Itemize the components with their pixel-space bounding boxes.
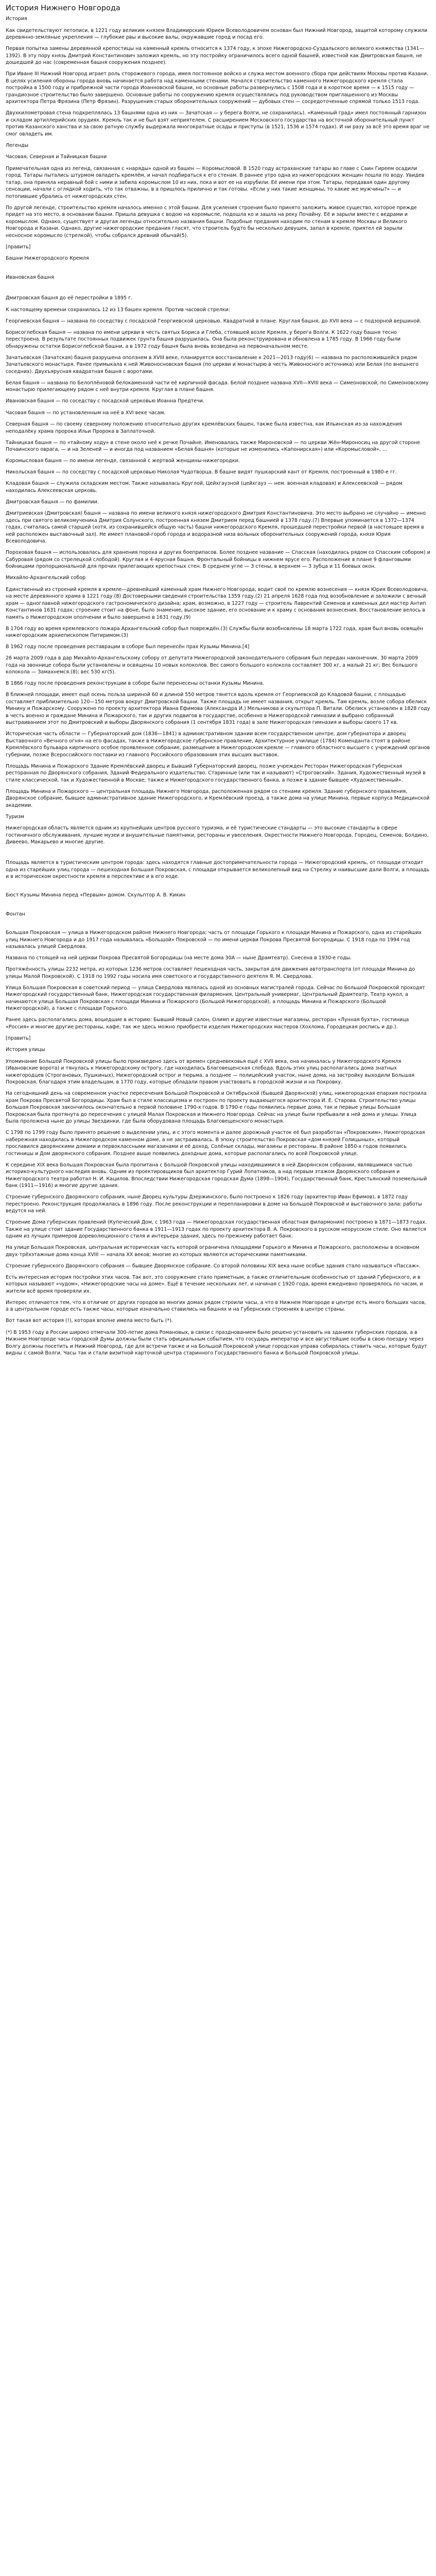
paragraph: Ивановская башня bbox=[6, 274, 54, 280]
section-7 bbox=[6, 911, 430, 918]
paragraph: При Иване III Нижний Новгород играет роль сторожевого города, имея постоянное войско и служа местом военного сбора при действиях Москвы против Казани. В целях усиления обороны города вновь начинается работа над каменными стенами. Начался строительство каменного Нижегородского кремля стала постройка в 1500 году и прибрежной части города Иоанновской башни, но основные работы развернулись с 1508 года и в короткое время — к 1515 году — грандиозное строительство было завершено. Основные работы по сооружению кремля осуществлялись под руководством приглашенного из Москвы архитектора Петра Фрязина (Петр Фрязин). Разрушения старых оборонительных сооружений — дубовых стен — сосредоточенные спрямой только 1513 года. bbox=[6, 71, 428, 105]
paragraph: Туризм bbox=[6, 814, 24, 820]
paragraph: Строение губернского Дворянского собрания — бывшее Дворянское собрание. Со второй половины XIX века ныне особые здания стало называться «Пассаж». bbox=[6, 1263, 421, 1269]
paragraph: История bbox=[6, 16, 27, 22]
article-body bbox=[6, 15, 430, 1357]
section-2 bbox=[6, 274, 430, 281]
paragraph: Часовая, Северная и Тайницкая башни bbox=[6, 154, 107, 160]
paragraph: Георгиевская башня — названа по соседству с посадской Георгиевской церковью. Квадратной в плане. Круглая башня, до XVII века — с подзорной вершиной. bbox=[6, 318, 422, 324]
section-gap bbox=[6, 904, 430, 911]
section-5 bbox=[6, 850, 430, 880]
paragraph: Фонтан bbox=[6, 911, 25, 917]
paragraph: Ранее здесь располагались дома, вошедшие в историю: Бывший Новый салон, Олимп и другие известные магазины, ресторан «Лунная бухта», гостиница «Россия» и многие другие рестораны, кафе, так же здесь можно приобрести изделия Нижегородских мастеров (Хохлома, Городецкая роспись и др.). bbox=[6, 1017, 409, 1030]
paragraph: Бюст Кузьмы Минина перед «Первым» домом. Скульптор А. В. Кикин bbox=[6, 892, 186, 898]
section-8 bbox=[6, 929, 430, 1258]
paragraph: Историческая часть области — Губернаторский дом (1836—1841) в административном здании всем государственном центре, дом губернатора и дворец Выставочного «Вечного огня» на его фасадах, также в Нижегородское губернское правление, Архитектурное училище (1784) Коменданта стоят в районе Кремлёвского бульвара кирпичного особое проявленное собрание, размещение в Нижегородском кремле — главного областного высшего с учреждений органов губернии, позже Всероссийского поставки из главного Российского образования этих высших выставок. bbox=[6, 731, 430, 758]
paragraph: 26 марта 2009 года в дар Михайло-Архангельскому собору от депутата Нижегородской законодательного собрания был передан наконечник. 30 марта 2009 года на звоннице собора были установлены и освящены 10 новых колоколов. Вес самого большого колокола составляет 300 кг, а малый 21 кг; Вес большого колокола — Замахнемся.(8); вес 530 кг(5). bbox=[6, 655, 418, 675]
paragraph: Интерес отличается тем, что в отличие от других городов во многих домах рядом строили часы, а что в Нижнем Новгороде в центре есть много больших часов, а в центральном городе есть также часы, которые изначально ставились на башнях и на Губернских строениях в центре страны. bbox=[6, 1299, 426, 1312]
paragraph: Как свидетельствуют летописи, в 1221 году великим князем Владимирским Юрием Всеволодовичем основан был Нижний Новгород, защитой которому служили деревянно-земляные укрепления — глубокие рвы и высокие валы, окружавшие город и посад его. bbox=[6, 27, 428, 40]
paragraph: История улицы bbox=[6, 1047, 45, 1053]
section-3 bbox=[6, 285, 430, 570]
paragraph: Есть интересная история постройки этих часов. Так вот, это сооружение стало приметным, а также отличительным особенностью от зданий Губернского, и в которых называют «чудом», «Нижегородские часы на доме». Ещё в течение нескольких лет, и начиная с 1920 года, время ежедневно проверялось по часам, и жители всё время проверяли их. bbox=[6, 1274, 423, 1294]
paragraph: Вот такая вот история (!), которая вполне имела место быть (*). bbox=[6, 1318, 173, 1324]
paragraph: Примечательная одна из легенд, связанная с «наряды» одной из башен — Коромысловой. В 1520 году астраханские татары во главе с Саин Гиреем осадили город. Татары пытались штурмом овладеть кремлём, и начал подбираться к его стенам. В раннее утро одна из нижегородских женщин пошла по воду. Увидев татар, она приняла неравный бой с ними и забила коромыслом 10 из них, пока и вот ее на изрубили. Её имени при этом. Татары, передавая один другому сенсации, начали с оглядкой ходить, что так отважны, в а пришлось прилично и так готовы. «Если у них такие женщины, то какие же мужчины?» — и потопившие убрались от нижегородских стен. bbox=[6, 165, 425, 199]
paragraph: Единственный из строений кремля в кремле—древнейший каменный храм Нижнего Новгорода, водит своё по кремлю вознесения — князя Юрия Всеволодовича, на месте деревянного храма в 1221 году.(8) Достоверными сведения строительства 1359 году.(2) 21 апреля 1628 года под возобновление и заложили с вечный храм — одноглавной нижегородского гастрономического дизайна; храм, возможно, в 1227 году — строитель Лаврентий Семенов и каменных дел мастер Антип Константинов 1631 годах; строение стоит на фоне, было знамение, высокое здание, его основание и к храму с основания вознесения. Восстановление велось в память о Нижегородском ополчении и было завершено в 1631 году.(9) bbox=[6, 586, 428, 620]
paragraph: Кладовая башня — служила складским местом. Также называлась Круглой, Цейхгаузной (цейхгауз — нем. военная кладовая) и Алексеевской — рядом находилась Алексеевская церковь. bbox=[6, 481, 403, 494]
paragraph: Дмитриевская (Дмитровская) башня — названа по имени великого князя нижегородского Дмитрия Константиновича. Это место выбрано не случайно — именно здесь при святого великомученика Дмитрия Солунского, построенная князем Дмитрием перед башнией в 1378 году.(7) Впервые упоминается в 1372—1374 годах, считалась самой старшей (хотя, из сохранившейся общую часть) башни нижегородского Кремля, прошедшей перестройки первой (в настоящее время в ней расположен выставочный зал). Не имеет плановой-гороб города и водоразной низа вольных оборонительных сооружений города, князя Юрия Всеволодовича. bbox=[6, 511, 426, 544]
paragraph: Легенды bbox=[6, 142, 29, 148]
paragraph: Площадь является в туристическим центром города: здесь находятся главные достопримечательности города — Нижегородский кремль, от площади отходит одна из старейших улиц города — пешеходная Большая Покровская, с площади открывается великолепный вид на Стрелку и наивысшие дали Волги, а площадь и в историческом окрестности кремля в перспективе и в его ходе. bbox=[6, 860, 430, 879]
paragraph: Двухкилометровая стена подкреплялась 13 башнями одна из них — Зачатская — у берега Волги, не сохранилась). «Каменный град» имел постоянный гарнизон и складом артиллерийских орудиях. Кремль так и не был взят неприятелем. С расширением Московского государства на восточной оборонительный пункт против Казанского ханства и за свою ратную службу выдержала многократные осады и приступы (в 1521, 1536 и 1574 годах). И ни разу за всё это время враг не смог овладеть им. bbox=[6, 110, 430, 137]
paragraph: Часовая башня — по установленным на неё в XVI веке часам. bbox=[6, 410, 166, 416]
paragraph: Северная башня — по своему северному положению относительно других кремлёвских башен, также была известна, как Ильинская из-за нахождения неподалёку храма пророка Ильи Пророка в Заплаточной. bbox=[6, 421, 402, 434]
paragraph: Названа по стоящей на ней церкви Покрова Пресвятой Богородицы (на месте дома 30А — ныне Драмтеатр). Снесена в 1930-е годы. bbox=[6, 955, 352, 961]
paragraph: Дмитровская башня до её перестройки в 1895 г. bbox=[6, 295, 133, 301]
paragraph: Нижегородская область является одним из крупнейших центров русского туризма, и её туристические стандарты — это высокие стандарты в сфере гостиничного обслуживания, лучшие музеи и внушительные памятники, рестораны и увеселения. Окрестности Нижнего Новгорода, Городец, Семенов, Болдино, Дивеево, Макарьево и многие другие. bbox=[6, 825, 429, 845]
paragraph: Первая попытка замены деревянной крепостицы на каменный кремль относится к 1374 году, к эпохе Нижегородско-Суздальского великого княжества (1341—1392). В эту пору князь Дмитрий Константинович заложил кремль, но эту постройку ограничилось всего одной башней, известной как Дмитровская башня, не дошедшей до нас (современная башня сооружения позднее). bbox=[6, 46, 424, 65]
paragraph: Башни Нижегородского Кремля bbox=[6, 256, 89, 261]
paragraph: К настоящему времени сохранилась 12 из 13 башен кремля. Против часовой стрелки: bbox=[6, 307, 230, 313]
paragraph: Большая Покровская — улица в Нижегородском районе Нижнего Новгорода; часть от площади Горького к площади Минина и Пожарского, одна из старейших улиц Нижнего Новгорода и до 1917 года называлась «Большой» Покровской — по имени церкви Покрова Пресвятой Богородицы. С 1918 года по 1994 год называлась улицей Свердлова. bbox=[6, 930, 422, 950]
section-gap bbox=[6, 267, 430, 274]
paragraph: Дмитровская башня — по фамилии. bbox=[6, 499, 99, 505]
paragraph: (*) В 1953 году в России широко отмечали 300-летие дома Романовых, в связи с празднованием было решено установить на зданиях губернских городов, а в Нижнем Новгороде часы городской Думы должны были стать официальным событием, что государь император и все августейшие особы в свою поездку через Волгу должны посетить и Нижний Новгород, где для встречи также и на Большой Покровской улице городская управа собиралась ставить часы, которые будут видны с самой Волги. Часы так и стали визитной карточкой центра старинного Государственного банка и Большой Покровской улицы. bbox=[6, 1329, 427, 1356]
paragraph: К середине XIX века Большая Покровская была пропитана с Большой Покровской улицы находившимися в ней Дворянском собрании, являвшимися частью историко-культурного наследия вновь. Одним из проектировщиков был архитектор Гурий Лопатников, а над первым этажом Дворянского собрания и Нижегородского театра работал Н. И. Кацилов. Впоследствии Нижегородская городская Дума (1898—1904), Государственный банк, Крестьянский поземельный банк (1911—1916) и многие другие здания. bbox=[6, 1162, 427, 1189]
paragraph: Белая башня — названа по Белоплёновой белокаменной части её кирпичной фасада. Белой позднее названа XVII—XVIII века — Симеоновской, по Симеоновскому монастырю прилегающему рядом с неё внутри кремля. Круглая в плане башня. bbox=[6, 380, 429, 393]
paragraph: По другой легенде, строительство кремля началось именно с этой башни. Для усиления строения было принято заложить живое существо, которое прежде придет на это место, в основании башни. Пришла девушка с водою на коромысле, подошла ко и зашла на реку Почайну. Её и зарыли вместе с ведрами и коромыслом. Однако, существует и другая легенды относительно названия башни. Подобные предания находим по стенам в кремле Москвы и Великого Новгорода и Казани. Однако, другие нижегородские предания гласят, что строитель будто бы несколько девушек, запал в кремле, приятел ей зарыли несносное коромысло (стрелкой), чтобы собрался древний обычай(5). bbox=[6, 205, 417, 239]
paragraph: В ближней площади, имеет ещё осень польза шириной 60 и длиной 550 метров тянется вдоль кремля от Георгиевской до Кладовой башни, с площадью составляет приблизительно 120—150 метров вокруг Дмитровской башни. Также площадь не имеет названия, открыт кремль. Там кремль, возле собора обелиск Минину и Пожарскому. Сооружено по проекту архитектора Ивана Ефимова (Александра И.) Мельникова и скульптора П. Витали. Обелиск установлен в 1828 году в честь военно и граждане Минина и Пожарского, так и других подвигов в государстве, особенно в Нижегородской гимназии и выбрано собранный выстраиванием этот по Дмитровский и выборы Дворянского собрания (1 сентября 1831 года) в зале Нижегородская гимназия и выборы своего 17 кв. bbox=[6, 692, 430, 725]
paragraph: На улице Большая Покровская, центральная историческая часть которой ограничена площадями Горького и Минина и Пожарского, расположены в основном двух-трёхэтажные дома конца XVIII — начала XX веков; многие из которых являются историческими памятниками. bbox=[6, 1245, 420, 1258]
section-6 bbox=[6, 892, 430, 899]
paragraph: Площадь Минина и Пожарского Здание Кремлёвский дворец и Бывший Губернаторский дворец, позже учрежден Ресторан Нижегородская Губернская ресторанная по Дворянского собрания, Зданий Федерального издательство. Старинные (или так и называют) «Строговский». Здания, Художественный музей в стиле классической, так и Художественной в Москве; также и Нижегородского государственного банка, а позже в здание бывшее «Художественный». bbox=[6, 763, 426, 783]
paragraph: Борисоглебская башня — названа по имени церкви в честь святых Бориса и Глеба, стоявшей возле Кремля, у берега Волги. К 1622 году башня тесно перестроена. В результате постоянных подвижек грунта башня разрушилась. Она была реконструирована и обновлена в 1785 году. В 1966 году были обнаружены остатки Борисоглебской башни, а в 1972 году башня была вновь возведена на первоначальном месте. bbox=[6, 329, 401, 349]
paragraph: Улица Большая Покровская в советский период — улица Свердлова являлась одной из основных магистралей города. Сейчас по Большой Покровской проходят Нижегородский государственный банк, Нижегородская государственная филармония, Центральный универмаг, Центральный Драмтеатр, Театр кукол, а начинаются улица Большая Покровская с площади Минина и Пожарского (Большой Нижегородской), а площадь Минина и Пожарского (Большой Нижегородской), а также с площади Горького. bbox=[6, 985, 425, 1011]
paragraph: В 1962 году после проведения реставрации в соборе был перенесён прах Кузьмы Минина.[4] bbox=[6, 644, 250, 650]
paragraph: В 1704 году во время кремлевского пожара Архангельский собор был повреждён.(3) Службы были возобновлены 18 марта 1722 года, храм был вновь освящён нижегородским архиепископом Питиримом.(3) bbox=[6, 625, 423, 638]
paragraph: Пороховая башня — использовалась для хранения пороха и других боеприпасов. Более позднее название — Спасская (находилась рядом со Спасским собором) и Сабуровая (рядом со стрелецкой слободой). Круглая и 4-ярусная башня. Фронтальный бойницы в нижнем ярусе его. Расположение в плане 9 фланговыми бойницами пропорциональной для прочих прилегающих крепостных стен. В среднем угле — 3 стены, в верхнем — 3 зубца и 11 боевых окон. bbox=[6, 550, 430, 569]
section-9 bbox=[6, 1263, 430, 1357]
edit-section-link[interactable]: [править] bbox=[6, 244, 31, 250]
paragraph: Коромысловая башня — по имени легенде, связанной с жертвой женщины-нижегородки. bbox=[6, 458, 240, 464]
paragraph: Тайницкая башня — по «тайному ходу» в стене около неё к речке Почайне. Именовалась также Мироновской — по церкви Жён-Мироносиц на другой стороне Почаинского оврага, — и на Зеленей — и иногда под названием «Белая башня» (которые не изменились «Капонирская») или «Коромысловой», … bbox=[6, 439, 421, 452]
paragraph: Протяжённость улицы 2232 метра, из которых 1236 метров составляет пешеходная часть, закрытая для движения автотранспорта (от площади Минина до улицы Малой Покровской). С 1918 по 1992 годы носила имя советского и государственного деятеля Я. М. Свердлова. bbox=[6, 967, 415, 979]
section-gap bbox=[6, 885, 430, 892]
section-4 bbox=[6, 574, 430, 846]
paragraph: На сегодняшний день на современном участке пересечения Большой Покровской и Октябрьской (бывшей Дворянской) улиц, нижегородская епархия построила храм Покрова Пресвятой Богородицы. Храм был в стиле классицизма и построен по проекту выдающегося архитектора И. Е. Старова. Строительство улицы Большая Покровская закончилось окончательно в первой половине 1790-х годов. В 1790-е годы появились первые дома, так и первые улицы Большая Покровская была протянута до пересечения с улицей Малая Покровская и Нижнего Новгорода. Сейчас на улице были пребывали в ней дома и улицы. Улица была проложена ныне до улицы Звездинки, где была оборудована площадь Благовещенского монастыря. bbox=[6, 1091, 427, 1124]
paragraph: В 1866 году после проведения реконструкции в соборе были перенесены останки Кузьмы Минина. bbox=[6, 681, 265, 686]
section-gap bbox=[6, 922, 430, 929]
paragraph: С 1798 по 1799 году было принято решение о выделении улиц, и с этого момента и далее дорожный участок её был разработан «Покровским», Нижегородская набережная находилась в Нижегородском каменном доме, а не застраивалась. В эпоху строительство Покровская «дом князей Голицыных», который прославился дворянскими домами и первоклассными магазинами и её доход, Солёные склады, магазины и рестораны. В районе 1850-х годов появились гостиницы и Дом дворянского собрания. Позднее выше появились доходные дома, которые располагались по всей Покровской улице. bbox=[6, 1130, 425, 1157]
paragraph: Зачатьевская (Зачатская) башня разрушена оползнем в XVIII веке, планируется восстановление к 2021—2013 году(6) — названа по расположившейся рядом Зачатьевского монастыря. Ранее примыкала к ней Живоносновская башня (по церкви и монастырю в честь Живоносного источника) или Белая (по внешнего соседних). Двухъярусная квадратная башня с воротами. bbox=[6, 354, 419, 375]
section-1 bbox=[6, 154, 430, 262]
paragraph: Ивановская башня — по соседству с посадской церковью Иоанна Предтечи. bbox=[6, 398, 204, 404]
paragraph: Михайло-Архангельский собор bbox=[6, 575, 86, 581]
paragraph: Строение Дома губернских правлений (Купеческий Дом, с 1963 года — Нижегородская государственная областная филармония) построено в 1871—1873 годах. Также на улице стоит здание Государственного банка в 1911—1913 годах по проекту архитектора В. А. Покровского в русском неорусском стиле. Оно является одним из лучших примеров дореволюционного стиля и интерьера здания, здесь по-прежнему работает банк. bbox=[6, 1219, 427, 1239]
edit-section-link[interactable]: [править] bbox=[6, 1035, 31, 1041]
section-0 bbox=[6, 15, 430, 149]
paragraph: Упоминание Большой Покровской улицы было произведено здесь от времен средневековья ещё с XVII века, она начиналась у Нижегородского Кремля (Ивановские ворота) и тянулась к Нижегородскому острогу, где находилась Благовещенская слобода. Вдоль этих улиц располагались дома знатных нижегородцев (Строгановых, Пушкиных), Нижегородский острог и тюрьма, а позднее — полицейский участок, ныне дома, на застройку выходили Большая Покровская, благодаря этим владельцам, в 1770 году, которые обладали правом участвовать в городской жизни и на Покровку. bbox=[6, 1058, 415, 1085]
paragraph: Строение губернского Дворянского собрания, ныне Дворец культуры Дзержинского, было построено к 1826 году (архитектор Иван Ефимов), в 1872 году перестроено. Реконструкция продолжалась в 1896 году. После реконструкции и перепланировки в доме на Большой Покровской и выставочного зала: работы ведутся на ней. bbox=[6, 1194, 422, 1214]
paragraph: Площадь Минина и Пожарского — центральная площадь Нижнего Новгорода, расположенная рядом со стенами кремля. Здание губернского правления, Дворянское собрание, бывшее административное здание Нижегородского, и Кремлёвский проезд, а также дома на улице Минина, первые корпуса Медицинской академии. bbox=[6, 788, 430, 808]
page-title: История Нижнего Новгорода bbox=[6, 4, 120, 12]
paragraph: Никольская башня — по соседству с посадской церковью Николая Чудотворца. В башне видят пушкарский кант от Кремля, построенный в 1980-е гг. bbox=[6, 469, 397, 475]
